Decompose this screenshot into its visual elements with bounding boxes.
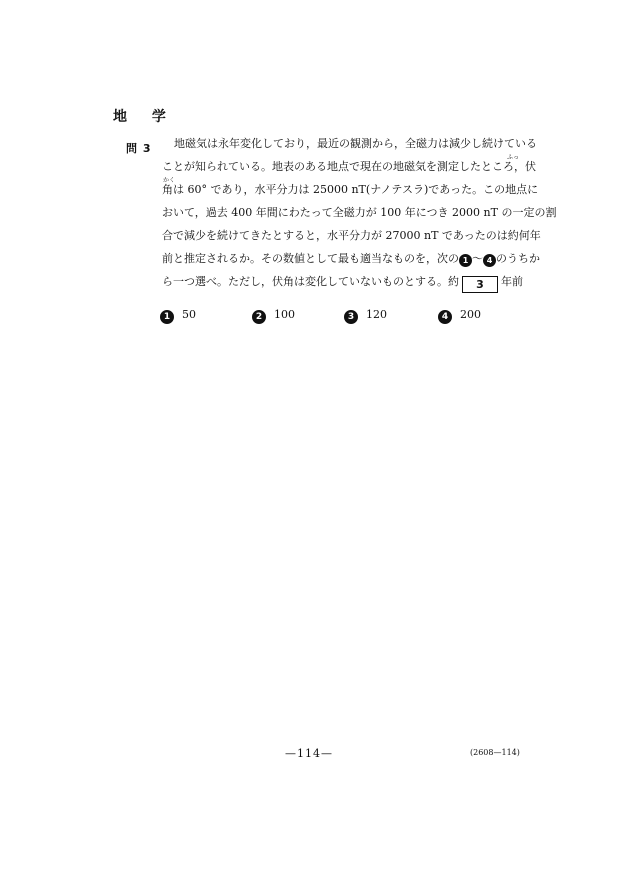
choice-1-value: 50 xyxy=(182,308,196,321)
choice-3-marker: 3 xyxy=(344,310,358,324)
choice-2[interactable] xyxy=(252,308,295,324)
choice-3[interactable] xyxy=(344,308,387,324)
choice-2-marker: 2 xyxy=(252,310,266,324)
question-line-1: 地磁気は永年変化しており，最近の観測から，全磁力は減少し続けている xyxy=(174,137,537,150)
range-separator: 〜 xyxy=(472,252,483,265)
question-line-7 xyxy=(162,275,523,293)
question-line-6 xyxy=(162,252,540,267)
question-line-4: おいて，過去 400 年間にわたって全磁力が 100 年につき 2000 nT の一定の割 xyxy=(162,206,557,219)
question-line-5: 合で減少を続けてきたとすると，水平分力が 27000 nT であったのは約何年 xyxy=(162,229,541,242)
choice-4[interactable] xyxy=(438,308,481,324)
page-number: —114— xyxy=(285,747,333,760)
question-line-6-tail: のうちか xyxy=(496,252,540,265)
range-from-marker: 1 xyxy=(459,254,472,267)
question-line-7-tail: 年前 xyxy=(501,275,523,288)
page-code: (2608—114) xyxy=(470,748,520,757)
choice-3-value: 120 xyxy=(366,308,387,321)
question-line-3: 角は 60° であり，水平分力は 25000 nT(ナノテスラ)であった。この地点に xyxy=(162,183,539,196)
choice-1-marker: 1 xyxy=(160,310,174,324)
ruby-fu: ふっ xyxy=(507,154,520,161)
subject-heading: 地 学 xyxy=(113,109,176,125)
question-line-2: ことが知られている。地表のある地点で現在の地磁気を測定したところ，伏 xyxy=(162,160,536,173)
answer-box[interactable]: 3 xyxy=(462,276,498,293)
choice-1[interactable] xyxy=(160,308,196,324)
question-line-6-text: 前と推定されるか。その数値として最も適当なものを，次の xyxy=(162,252,459,265)
question-line-7-text: ら一つ選べ。ただし，伏角は変化していないものとする。約 xyxy=(162,275,459,288)
ruby-kaku: かく xyxy=(163,177,176,184)
choice-4-value: 200 xyxy=(460,308,481,321)
range-to-marker: 4 xyxy=(483,254,496,267)
choice-2-value: 100 xyxy=(274,308,295,321)
question-label: 問 3 xyxy=(126,142,152,155)
choice-4-marker: 4 xyxy=(438,310,452,324)
